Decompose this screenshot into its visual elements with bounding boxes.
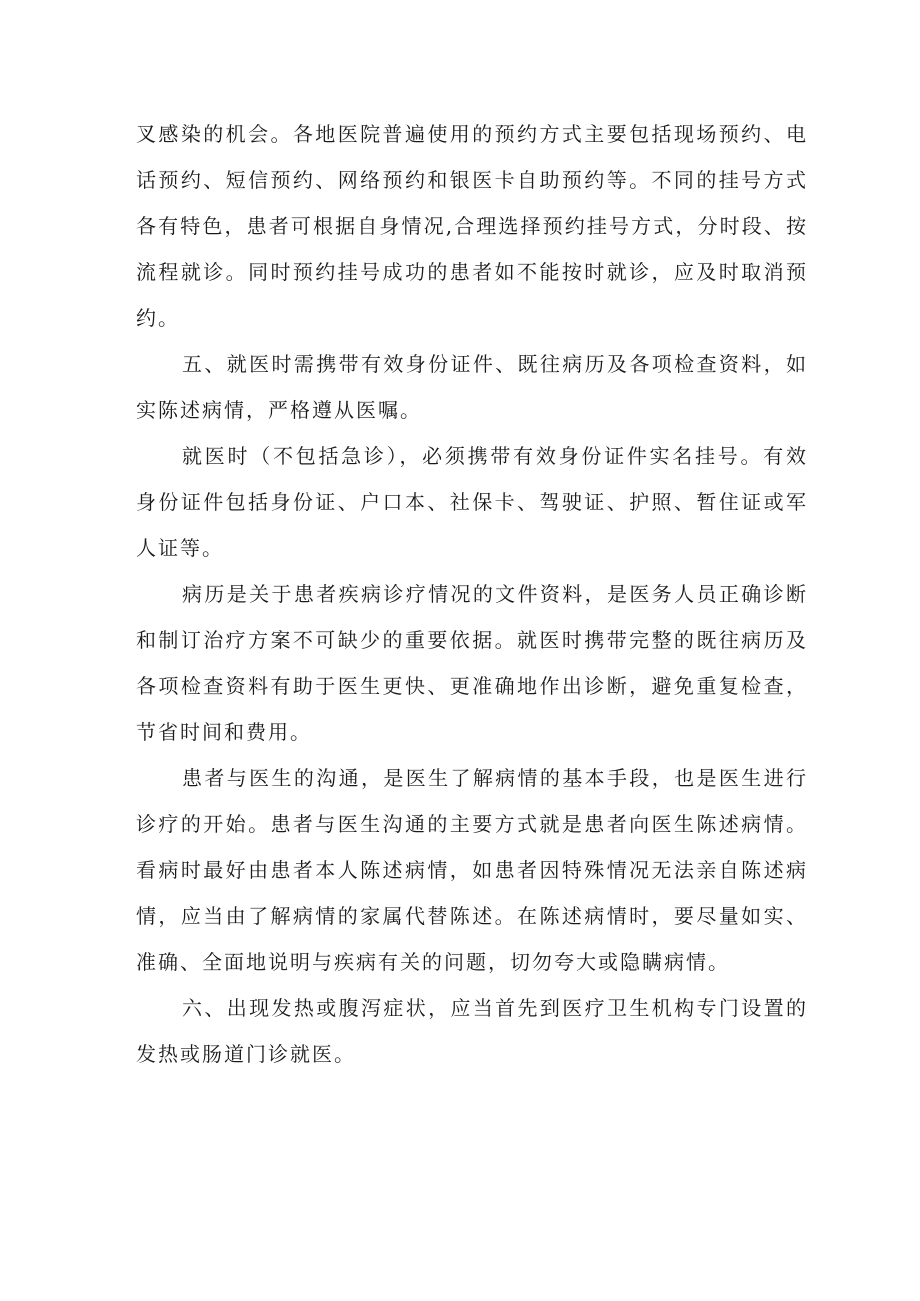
document-body xyxy=(136,111,808,1077)
paragraph-doctor-communication: 患者与医生的沟通，是医生了解病情的基本手段，也是医生进行诊疗的开始。患者与医生沟通的主要方式就是患者向医生陈述病情。看病时最好由患者本人陈述病情，如患者因特殊情况无法亲自陈述病情，应当由了解病情的家属代替陈述。在陈述病情时，要尽量如实、准确、全面地说明与疾病有关的问题，切勿夸大或隐瞒病情。 xyxy=(136,766,808,974)
paragraph-section-six-heading: 六、出现发热或腹泻症状，应当首先到医疗卫生机构专门设置的发热或肠道门诊就医。 xyxy=(136,996,808,1066)
paragraph-section-five-heading: 五、就医时需携带有效身份证件、既往病历及各项检查资料，如实陈述病情，严格遵从医嘱。 xyxy=(136,352,808,422)
paragraph-medical-records: 病历是关于患者疾病诊疗情况的文件资料，是医务人员正确诊断和制订治疗方案不可缺少的重要依据。就医时携带完整的既往病历及各项检查资料有助于医生更快、更准确地作出诊断，避免重复检查，节省时间和费用。 xyxy=(136,582,808,744)
paragraph-identity-documents: 就医时（不包括急诊），必须携带有效身份证件实名挂号。有效身份证件包括身份证、户口本、社保卡、驾驶证、护照、暂住证或军人证等。 xyxy=(136,444,808,560)
paragraph-continuation: 叉感染的机会。各地医院普遍使用的预约方式主要包括现场预约、电话预约、短信预约、网络预约和银医卡自助预约等。不同的挂号方式各有特色，患者可根据自身情况,合理选择预约挂号方式，分时段、按流程就诊。同时预约挂号成功的患者如不能按时就诊，应及时取消预约。 xyxy=(136,122,808,330)
